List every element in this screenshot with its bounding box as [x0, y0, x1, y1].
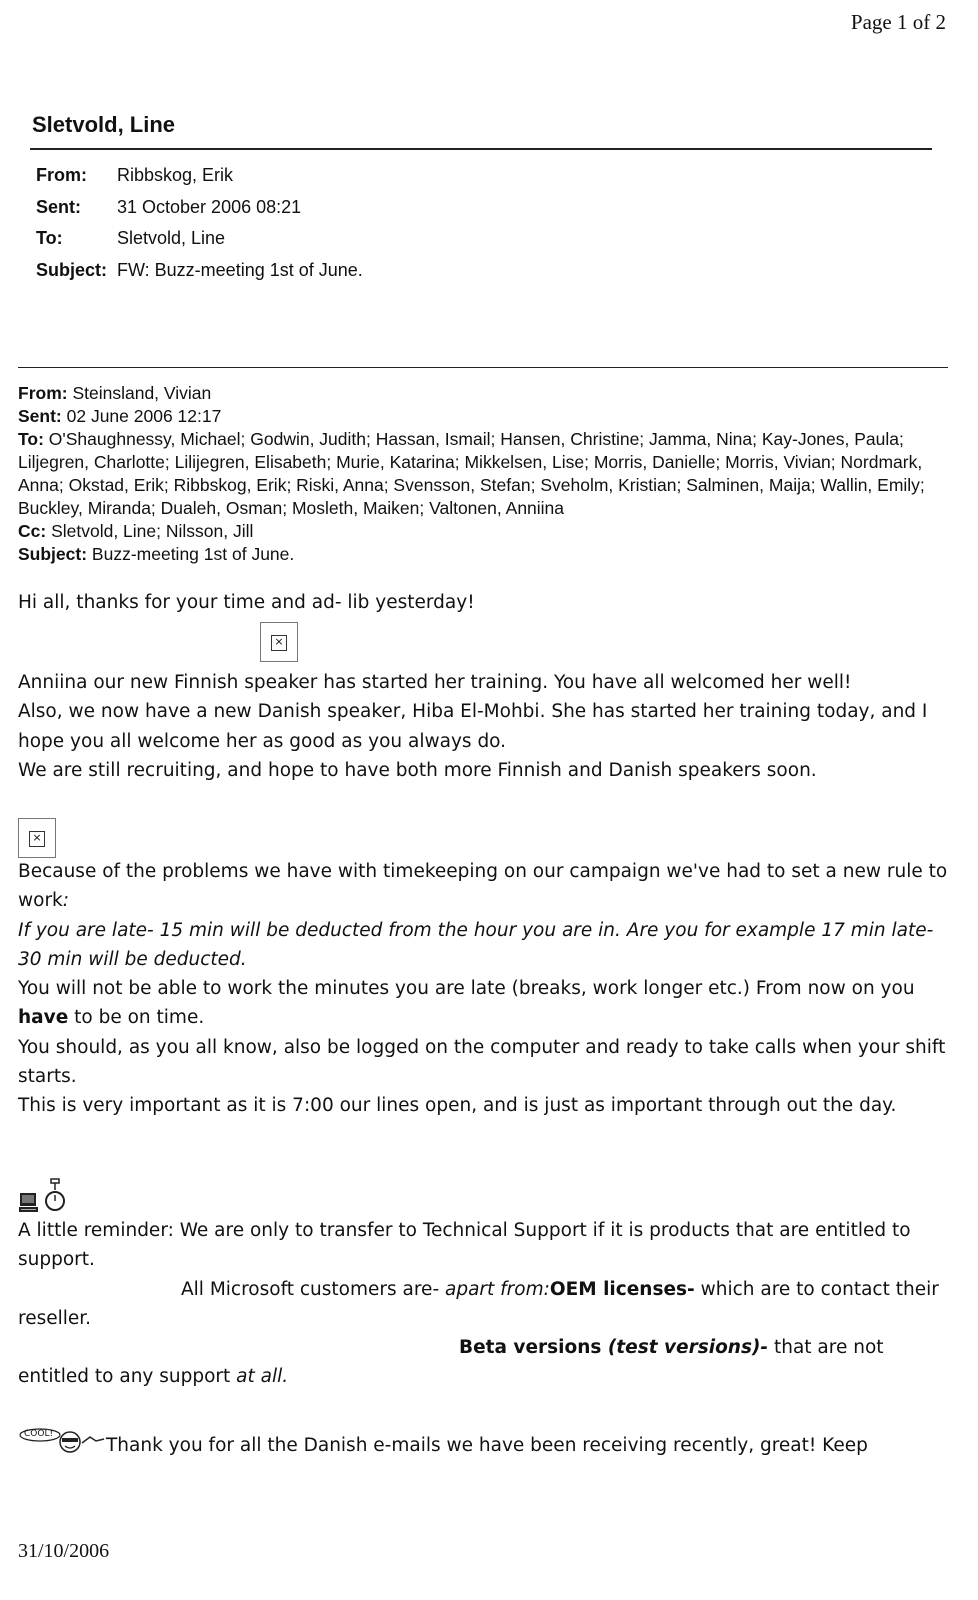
computer-icon	[18, 1190, 40, 1219]
original-from-line	[18, 382, 948, 405]
forward-sent-row	[36, 192, 363, 224]
page-number: Page 1 of 2	[850, 10, 946, 34]
paragraph-logged-on: You should, as you all know, also be logged on the computer and ready to take calls when your shift starts.	[18, 1036, 946, 1088]
subject-value: FW: Buzz-meeting 1st of June.	[117, 259, 363, 280]
original-message-header	[18, 382, 948, 566]
original-subject-value: Buzz-meeting 1st of June.	[91, 544, 295, 564]
from-label: From:	[36, 165, 87, 186]
original-message-divider	[18, 367, 948, 368]
paragraph-microsoft-customers: All Microsoft customers are- apart from:OEM licenses- which are to contact their reseller.	[18, 1278, 939, 1329]
announcement-paragraphs	[18, 668, 953, 785]
original-cc-value: Sletvold, Line; Nilsson, Jill	[51, 521, 254, 541]
reminder-section	[18, 1216, 953, 1392]
original-from-value: Steinsland, Vivian	[72, 383, 212, 403]
paragraph-recruiting: We are still recruiting, and hope to have both more Finnish and Danish speakers soon.	[18, 759, 817, 781]
mailbox-owner-title: Sletvold, Line	[32, 112, 176, 137]
paragraph-thanks: Thank you for all the Danish e-mails we have been receiving recently, great! Keep	[106, 1435, 868, 1456]
reminder-icons	[18, 1178, 66, 1219]
timekeeping-section	[18, 857, 953, 1121]
subject-label: Subject:	[36, 259, 108, 280]
forward-from-row	[36, 160, 363, 192]
thanks-line	[18, 1427, 953, 1460]
to-label: To:	[36, 228, 63, 249]
greeting-text: Hi all, thanks for your time and ad- lib yesterday!	[18, 592, 475, 613]
original-to-line	[18, 428, 948, 520]
sent-label: Sent:	[36, 196, 81, 217]
paragraph-finnish-speaker: Anniina our new Finnish speaker has started her training. You have all welcomed her well!	[18, 672, 852, 693]
sent-value: 31 October 2006 08:21	[117, 196, 302, 217]
original-sent-label: Sent:	[18, 406, 62, 426]
paragraph-timekeeping: Because of the problems we have with timekeeping on our campaign we've had to set a new rule to work:	[18, 861, 948, 912]
original-subject-label: Subject:	[18, 544, 88, 564]
paragraph-on-time: You will not be able to work the minutes you are late (breaks, work longer etc.) From now on you have to be on time.	[18, 978, 915, 1029]
from-value: Ribbskog, Erik	[117, 165, 234, 186]
original-to-label: To:	[18, 429, 44, 449]
forward-to-row	[36, 223, 363, 255]
original-to-value: O'Shaughnessy, Michael; Godwin, Judith; Hassan, Ismail; Hansen, Christine; Jamma, Nina; Kay-Jones, Paula; Liljegren, Charlotte; Lilijegren, Elisabeth; Murie, Katarina; Mikkelsen, Lise; Morris, Danielle; Morris, Vivian; Nordmark, Anna; Okstad, Erik; Ribbskog, Erik; Riski, Anna; Svensson, Stefan; Sveholm, Kristian; Salminen, Maija; Wallin, Emily; Buckley, Miranda; Dualeh, Osman; Mosleth, Maiken; Valtonen, Anniina	[18, 429, 925, 518]
paragraph-lines-open: This is very important as it is 7:00 our lines open, and is just as important through out the day.	[18, 1095, 897, 1117]
broken-image-icon: ×	[18, 818, 56, 858]
forward-header	[36, 160, 363, 286]
original-sent-value: 02 June 2006 12:17	[66, 406, 222, 426]
original-cc-label: Cc:	[18, 521, 47, 541]
cool-smiley-icon	[18, 1427, 106, 1455]
page-date-footer: 31/10/2006	[18, 1540, 110, 1562]
original-from-label: From:	[18, 383, 68, 403]
original-cc-line	[18, 520, 948, 543]
stopwatch-icon	[44, 1178, 66, 1219]
header-divider	[30, 148, 932, 150]
paragraph-beta-versions: Beta versions (test versions)- that are not entitled to any support at all.	[18, 1337, 884, 1388]
paragraph-danish-speaker: Also, we now have a new Danish speaker, Hiba El-Mohbi. She has started her training today, and I hope you all welcome her as good as you always do.	[18, 701, 928, 752]
original-sent-line	[18, 405, 948, 428]
paragraph-late-rule: If you are late- 15 min will be deducted from the hour you are in. Are you for example 17 min late- 30 min will be deducted.	[18, 919, 934, 970]
to-value: Sletvold, Line	[117, 228, 226, 249]
forward-subject-row	[36, 255, 363, 287]
cool-emoticon-text: COOL!	[24, 1429, 54, 1439]
broken-image-icon: ×	[260, 622, 298, 662]
original-subject-line	[18, 543, 948, 566]
paragraph-reminder: A little reminder: We are only to transfer to Technical Support if it is products that are entitled to support.	[18, 1220, 911, 1271]
